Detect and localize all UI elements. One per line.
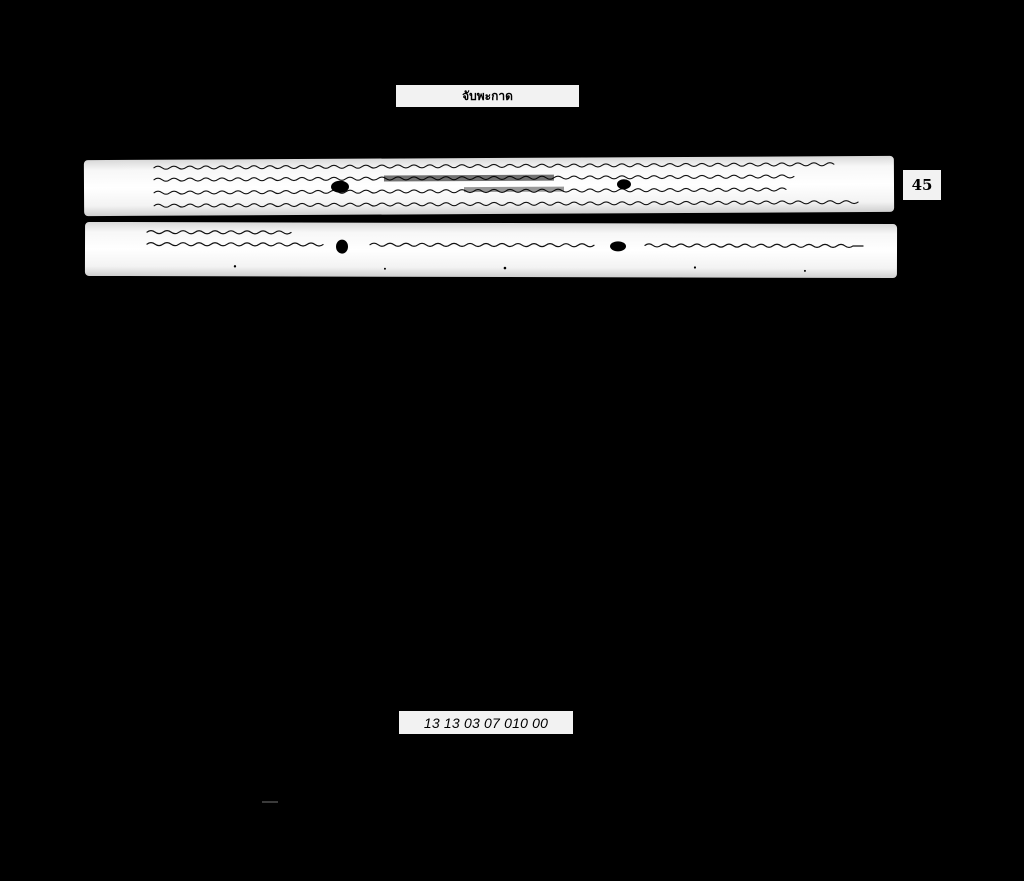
palm-leaf-2-script	[85, 222, 897, 278]
palm-leaf-2	[85, 222, 897, 278]
scan-speck	[262, 801, 278, 803]
page-number-label: 45	[903, 170, 941, 200]
title-label: จับพะกาด	[396, 85, 579, 107]
palm-leaf-1	[84, 156, 894, 216]
palm-leaf-1-script	[84, 156, 894, 216]
catalog-code-label: 13 13 03 07 010 00	[399, 711, 573, 734]
